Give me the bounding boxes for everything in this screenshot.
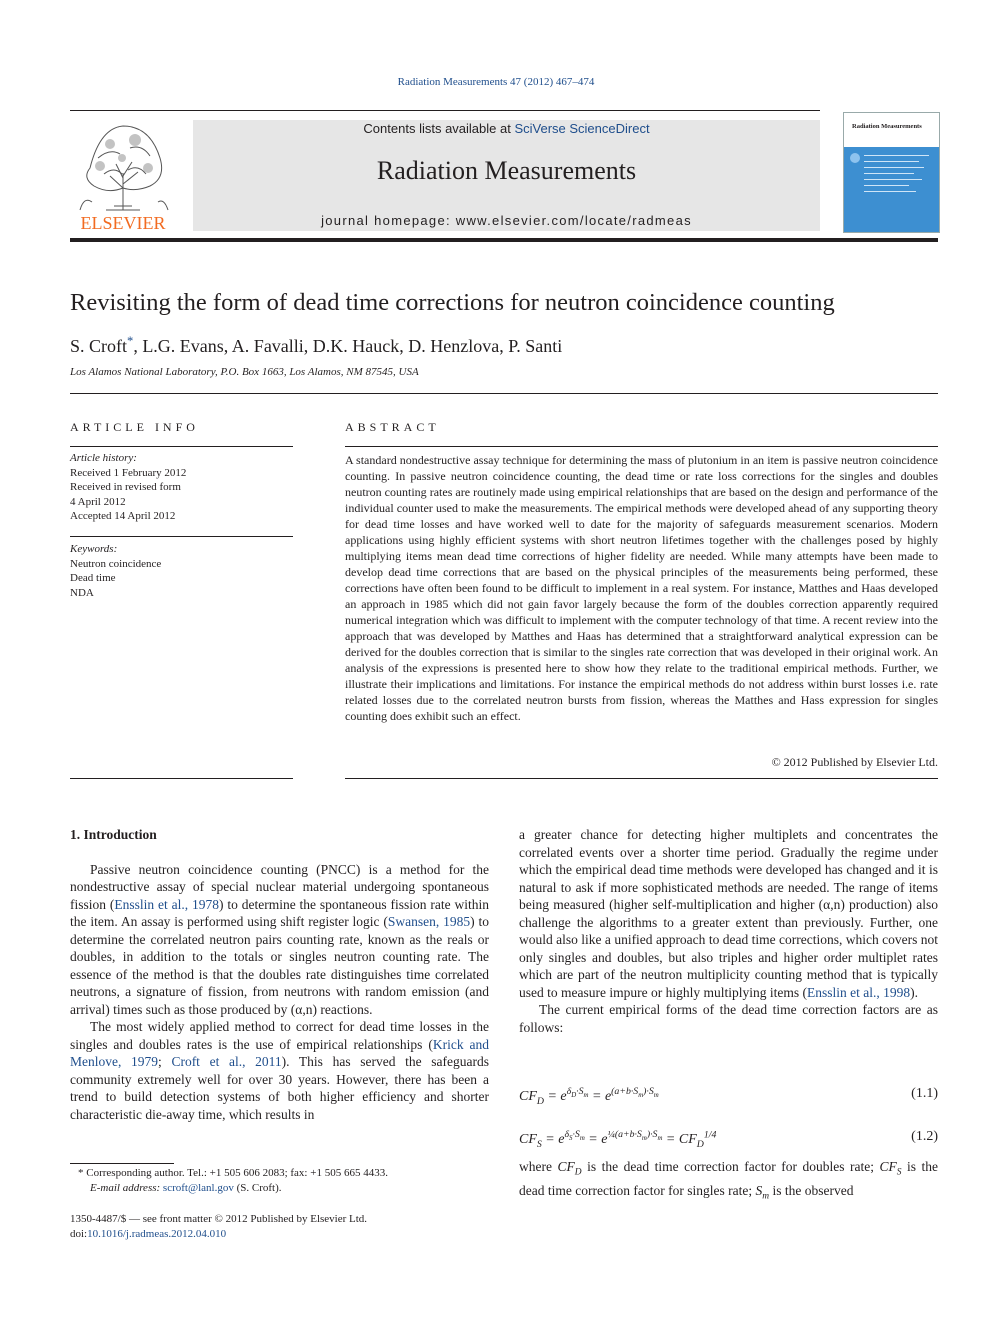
cover-panel [844, 147, 939, 232]
corresponding-author-mark[interactable]: * [127, 334, 134, 348]
equation-1-1-body: $CF_D = e^{\delta_D\cdot S_m} = e^{(a+b\cdot S_m)\cdot S_m}$ [519, 1086, 659, 1107]
body-left-column [70, 826, 489, 1123]
abstract-text: A standard nondestructive assay technique for determining the mass of plutonium in an item is passive neutron coincidence counting. In passive neutron coincidence counting, the dead time or rate loss corrections for the singles and doubles neutron counting rates are routinely made using empirical relationships that are based on the design and performance of the individual counter used to make the measurements. The empirical methods were developed ahead of any supporting theory for dead time losses and have worked well to date for the majority of safeguards measurement scenarios. Modern applications using highly efficient systems with short neutron lifetimes together with the challenges posed by highly multiplying items mean dead time corrections of higher fidelity are needed. While many attempts have been made to develop dead time corrections that are based on the physical principles of the measurements being performed, these corrections have often been found to be difficult to implement in a real system. For instance, Matthes and Haas developed an approach in 1985 which did not gain favor largely because the form of the doubles correction apparently required numerical integration which was difficult to implement with the computer technology of that time. A recent review into the approach that was developed by Matthes and Haas has determined that a straightforward analytical expression can be derived for the doubles correction that is similar to the singles rate correction that was developed in their original work. An analysis of the expressions is presented here to show how they relate to the traditional empirical methods. Further, we illustrate their implications and limitations. For instance the empirical methods do not address within burst losses i.e. rate related losses due to the correlated neutron bursts from fission, whereas the Matthes and Hass expression for singles counting does exhibit such an effect. [345, 453, 938, 723]
footnote-rule [70, 1163, 174, 1164]
citation-link[interactable]: Krick and Menlove, 1979 [70, 1036, 490, 1069]
journal-name: Radiation Measurements [376, 156, 637, 185]
paragraph: The current empirical forms of the dead time correction factors are as follows: [519, 1002, 938, 1035]
paragraph: Passive neutron coincidence counting (PNCC) is a method for the nondestructive assay of special nuclear material undergoing spontaneous fission (Ensslin et al., 1978) to determine the spontaneous fission rate within the item. An assay is performed using shift register logic (Swansen, 1985) to determine the correlated neutron pairs counting rate, known as the reals or doubles, in addition to the totals or singles neutron counting rate. The essence of the method is that the doubles rate distinguishes time correlated neutrons, a signature of fission, from neutrons with random emission (and arrival) times such as those produced by (α,n) reactions. [70, 861, 490, 1017]
history-item: Accepted 14 April 2012 [70, 510, 176, 522]
article-history [70, 451, 293, 524]
keywords [70, 542, 293, 600]
article-info-rule [70, 393, 938, 394]
info-rule [70, 778, 293, 779]
paragraph: a greater chance for detecting higher multiplets and concentrates the correlated events over a shorter time period. Gradually the regime under which the empirical dead time methods were developed has changed and it is natural to ask if more sophisticated methods are needed. The range of items being measured (higher self-multiplication and higher (α,n) production) also challenge the algorithms to a greater extent than previously. Further, one would also like a unified approach to dead time corrections, which covers not only singles and doubles, but also triples and higher order multiplet rates which are part of the neutron multiplicity counting method that is typically used to measure impure or highly multiplying items (Ensslin et al., 1998). [519, 827, 938, 1000]
header-thick-rule [70, 238, 938, 242]
email-link[interactable]: scroft@lanl.gov [162, 1182, 234, 1194]
footnote [70, 1166, 489, 1196]
journal-citation[interactable]: Radiation Measurements 47 (2012) 467–474 [397, 76, 595, 88]
other-authors: , L.G. Evans, A. Favalli, D.K. Hauck, D. Henzlova, P. Santi [133, 336, 563, 356]
first-author[interactable]: S. Croft [70, 336, 128, 356]
abstract-rule [345, 446, 938, 447]
abstract-heading: ABSTRACT [345, 420, 440, 434]
keyword: NDA [70, 586, 94, 599]
history-item: 4 April 2012 [70, 495, 126, 508]
abstract-rule [345, 778, 938, 779]
elsevier-logo[interactable] [70, 118, 176, 232]
copyright-line: © 2012 Published by Elsevier Ltd. [771, 755, 938, 769]
keyword: Neutron coincidence [70, 557, 162, 570]
contents-prefix: Contents lists available at [363, 121, 515, 136]
history-item: Received 1 February 2012 [70, 466, 187, 479]
doi-link[interactable]: 10.1016/j.radmeas.2012.04.010 [87, 1228, 227, 1240]
keyword: Dead time [70, 572, 116, 584]
citation-link[interactable]: Swansen, 1985 [387, 914, 471, 929]
doi-line: doi:10.1016/j.radmeas.2012.04.010 [70, 1228, 227, 1240]
email-label: E-mail address: [90, 1182, 163, 1194]
article-info-heading: ARTICLE INFO [70, 420, 199, 434]
citation-link[interactable]: Croft et al., 2011 [171, 1054, 282, 1069]
citation-link[interactable]: Ensslin et al., 1978 [114, 896, 219, 912]
elsevier-wordmark: ELSEVIER [80, 213, 166, 232]
info-rule [70, 536, 293, 537]
paragraph: The most widely applied method to correct for dead time losses in the singles and doubles rates is the use of empirical relationships (Krick and Menlove, 1979; Croft et al., 2011). This has served the safeguards community extremely well for over 30 years. However, there has been a trend to build detection systems of both higher efficiency and shorter characteristic die-away time, which results in [70, 1019, 490, 1122]
contents-line [193, 121, 820, 136]
paragraph-after-equations: where $CF_D$ is the dead time correction factor for doubles rate; $CF_S$ is the dead time correction factor for singles rate; $S_m$ is the observed [519, 1159, 939, 1202]
author-list [70, 334, 562, 357]
citation-link[interactable]: Ensslin et al., 1998 [806, 984, 911, 1000]
equation-1-1 [519, 1086, 938, 1106]
journal-cover-thumbnail[interactable] [843, 112, 940, 233]
equation-1-2 [519, 1129, 938, 1149]
article-title: Revisiting the form of dead time corrections for neutron coincidence counting [70, 289, 835, 316]
history-item: Received in revised form [70, 481, 181, 493]
equation-1-2-body: $CF_S = e^{\delta_S\cdot S_m} = e^{\frac{1}{4}(a+b\cdot S_m)\cdot S_m} = CF_D^{1/4}$ [519, 1129, 717, 1150]
history-label: Article history: [70, 452, 137, 464]
header-rule [70, 110, 820, 111]
journal-homepage[interactable]: journal homepage: www.elsevier.com/locate/radmeas [321, 213, 692, 228]
equation-number: (1.1) [911, 1086, 938, 1101]
footnote-text: Corresponding author. Tel.: +1 505 606 2083; fax: +1 505 665 4433. [83, 1167, 388, 1179]
sciencedirect-link[interactable]: SciVerse ScienceDirect [514, 121, 650, 136]
cover-title: Radiation Measurements [844, 113, 939, 153]
info-rule [70, 446, 293, 447]
equation-number: (1.2) [911, 1129, 938, 1144]
affiliation: Los Alamos National Laboratory, P.O. Box 1663, Los Alamos, NM 87545, USA [70, 366, 419, 378]
footnote-mark: * [78, 1167, 84, 1179]
issn-line: 1350-4487/$ — see front matter © 2012 Published by Elsevier Ltd. [70, 1213, 368, 1225]
body-right-column [519, 826, 938, 1036]
section-title-introduction: 1. Introduction [70, 827, 157, 842]
keywords-label: Keywords: [70, 543, 118, 555]
elsevier-tree-icon [70, 118, 176, 232]
email-suffix: (S. Croft). [233, 1182, 282, 1194]
issn-doi-block [70, 1212, 489, 1242]
